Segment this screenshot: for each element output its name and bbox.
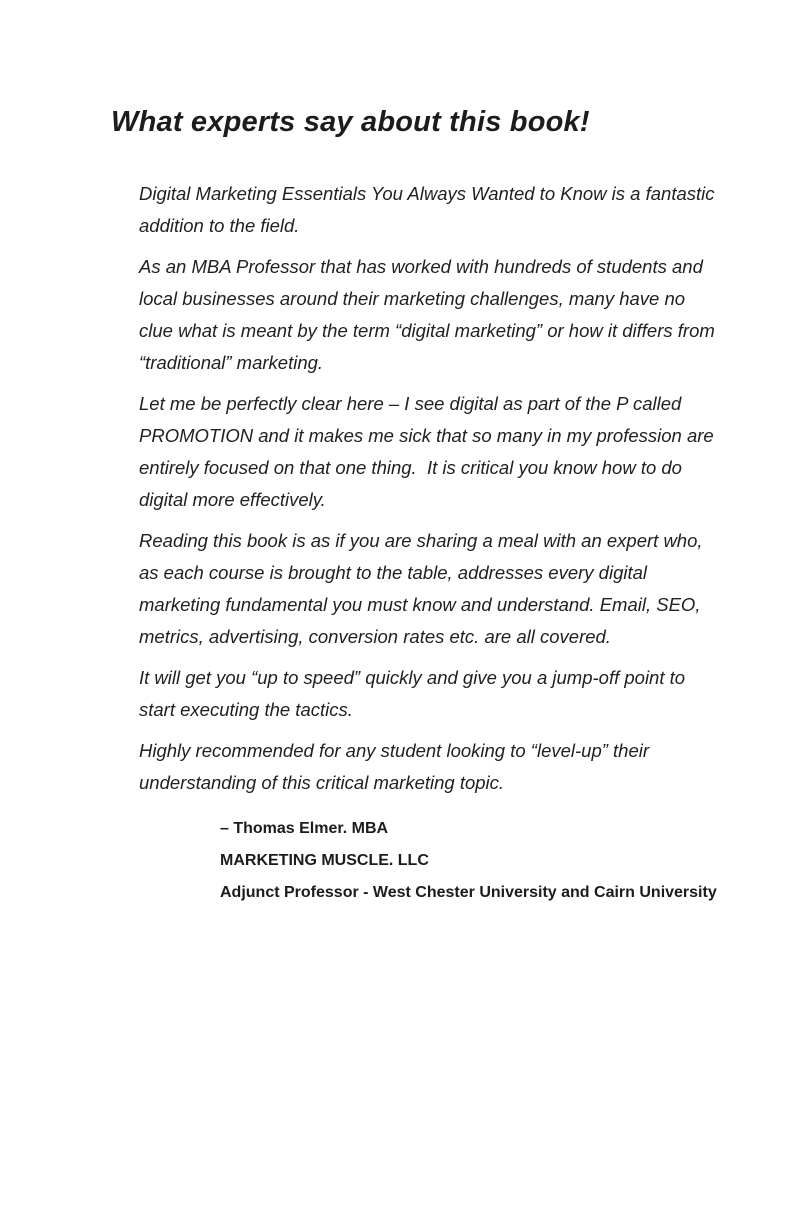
testimonial-paragraph: Highly recommended for any student looking to “level-up” their understanding of this critical marketing topic. (139, 740, 655, 794)
attribution-block (220, 813, 724, 909)
attribution-author: – Thomas Elmer. MBA (220, 820, 389, 838)
testimonial-paragraph: As an MBA Professor that has worked with hundreds of students and local businesses around their marketing challenges, many have no clue what is meant by the term “digital marketing” or how it differs from “traditional” marketing. (139, 256, 720, 374)
attribution-role: Adjunct Professor - West Chester University and Cairn University (220, 884, 717, 902)
testimonial-body (139, 178, 724, 909)
testimonial-paragraph: Digital Marketing Essentials You Always Wanted to Know is a fantastic addition to the field. (139, 183, 720, 237)
attribution-company: MARKETING MUSCLE. LLC (220, 852, 429, 870)
testimonial-paragraph: Reading this book is as if you are sharing a meal with an expert who, as each course is brought to the table, addresses every digital marketing fundamental you must know and understand. Email, SEO, metrics, advertising, conversion rates etc. are all covered. (139, 530, 708, 648)
testimonial-paragraph: It will get you “up to speed” quickly and give you a jump-off point to start executing the tactics. (139, 667, 691, 721)
testimonial-paragraph: Let me be perfectly clear here – I see digital as part of the P called PROMOTION and it makes me sick that so many in my profession are entirely focused on that one thing. It is critical you know how to do digital more effectively. (139, 393, 719, 511)
page-title: What experts say about this book! (111, 106, 590, 138)
